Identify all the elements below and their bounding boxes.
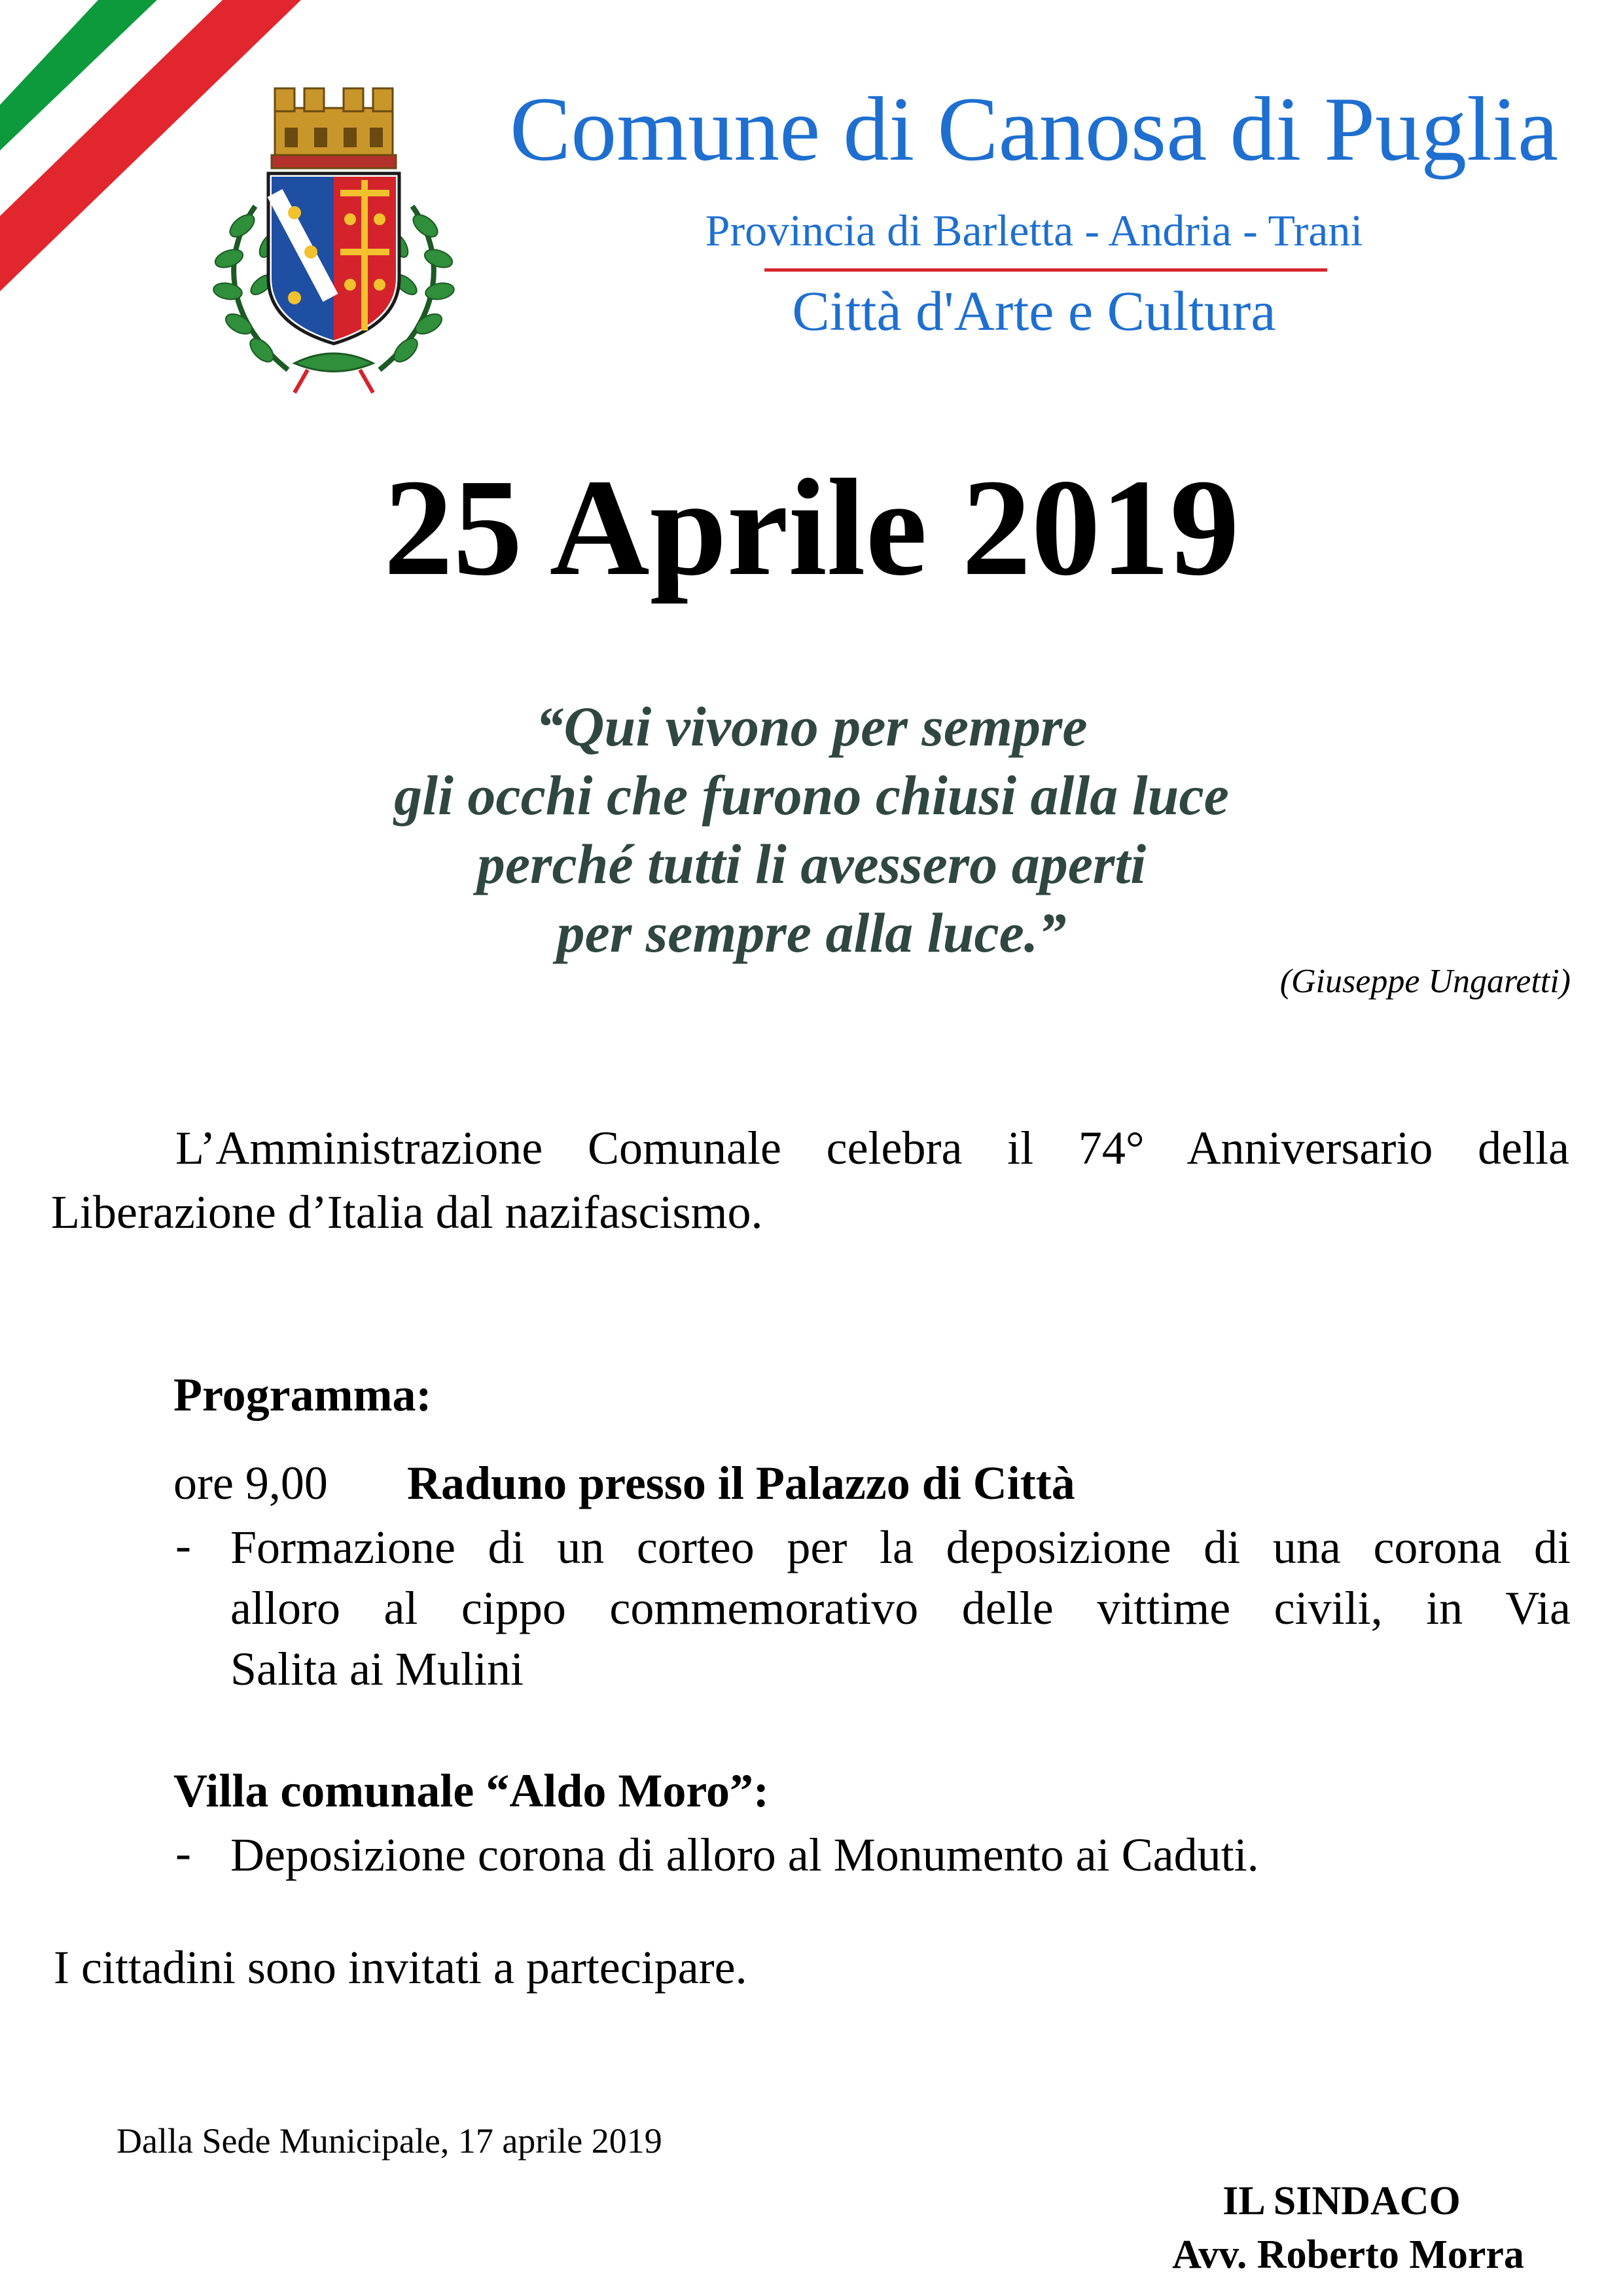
programme-item-procession [230, 1517, 1571, 1700]
item-line: Formazione di un corteo per la deposizione di una corona di [230, 1521, 1571, 1573]
programme-time: ore 9,00 [173, 1457, 328, 1509]
quote-line: gli occhi che furono chiusi alla luce [394, 764, 1229, 827]
programme-heading: Programma: [173, 1369, 432, 1421]
signatory-role: IL SINDACO [1222, 2179, 1461, 2223]
quote-line: per sempre alla luce.” [556, 901, 1067, 964]
intro-paragraph [51, 1116, 1569, 1244]
signatory-name: Avv. Roberto Morra [1172, 2233, 1524, 2277]
invitation-text: I cittadini sono invitati a partecipare. [54, 1941, 747, 1994]
intro-line: L’Amministrazione Comunale celebra il 74° Anniversario della [175, 1122, 1569, 1174]
province-subtitle: Provincia di Barletta - Andria - Trani [705, 206, 1363, 255]
quote-author: (Giuseppe Ungaretti) [1279, 963, 1571, 1000]
item-line: Salita ai Mulini [230, 1643, 524, 1695]
place-and-date: Dalla Sede Municipale, 17 aprile 2019 [116, 2121, 662, 2161]
bullet-dash: - [175, 1827, 191, 1879]
quote-line: perché tutti li avessero aperti [476, 833, 1147, 895]
poem-quote [157, 692, 1466, 967]
programme-item-wreath: Deposizione corona di alloro al Monumento ai Caduti. [230, 1829, 1259, 1881]
bullet-dash: - [175, 1519, 191, 1571]
item-line: alloro al cippo commemorativo delle vittime civili, in Via [230, 1582, 1571, 1634]
programme-event: Raduno presso il Palazzo di Città [407, 1457, 1075, 1509]
villa-heading: Villa comunale “Aldo Moro”: [173, 1765, 769, 1817]
quote-line: “Qui vivono per sempre [535, 695, 1088, 758]
city-tagline: Città d'Arte e Cultura [792, 279, 1276, 342]
event-date-heading: 25 Aprile 2019 [383, 450, 1240, 604]
city-coat-of-arms-icon [209, 82, 458, 396]
header-divider [764, 268, 1327, 272]
municipality-title: Comune di Canosa di Puglia [509, 79, 1559, 180]
intro-line: Liberazione d’Italia dal nazifascismo. [51, 1186, 763, 1238]
